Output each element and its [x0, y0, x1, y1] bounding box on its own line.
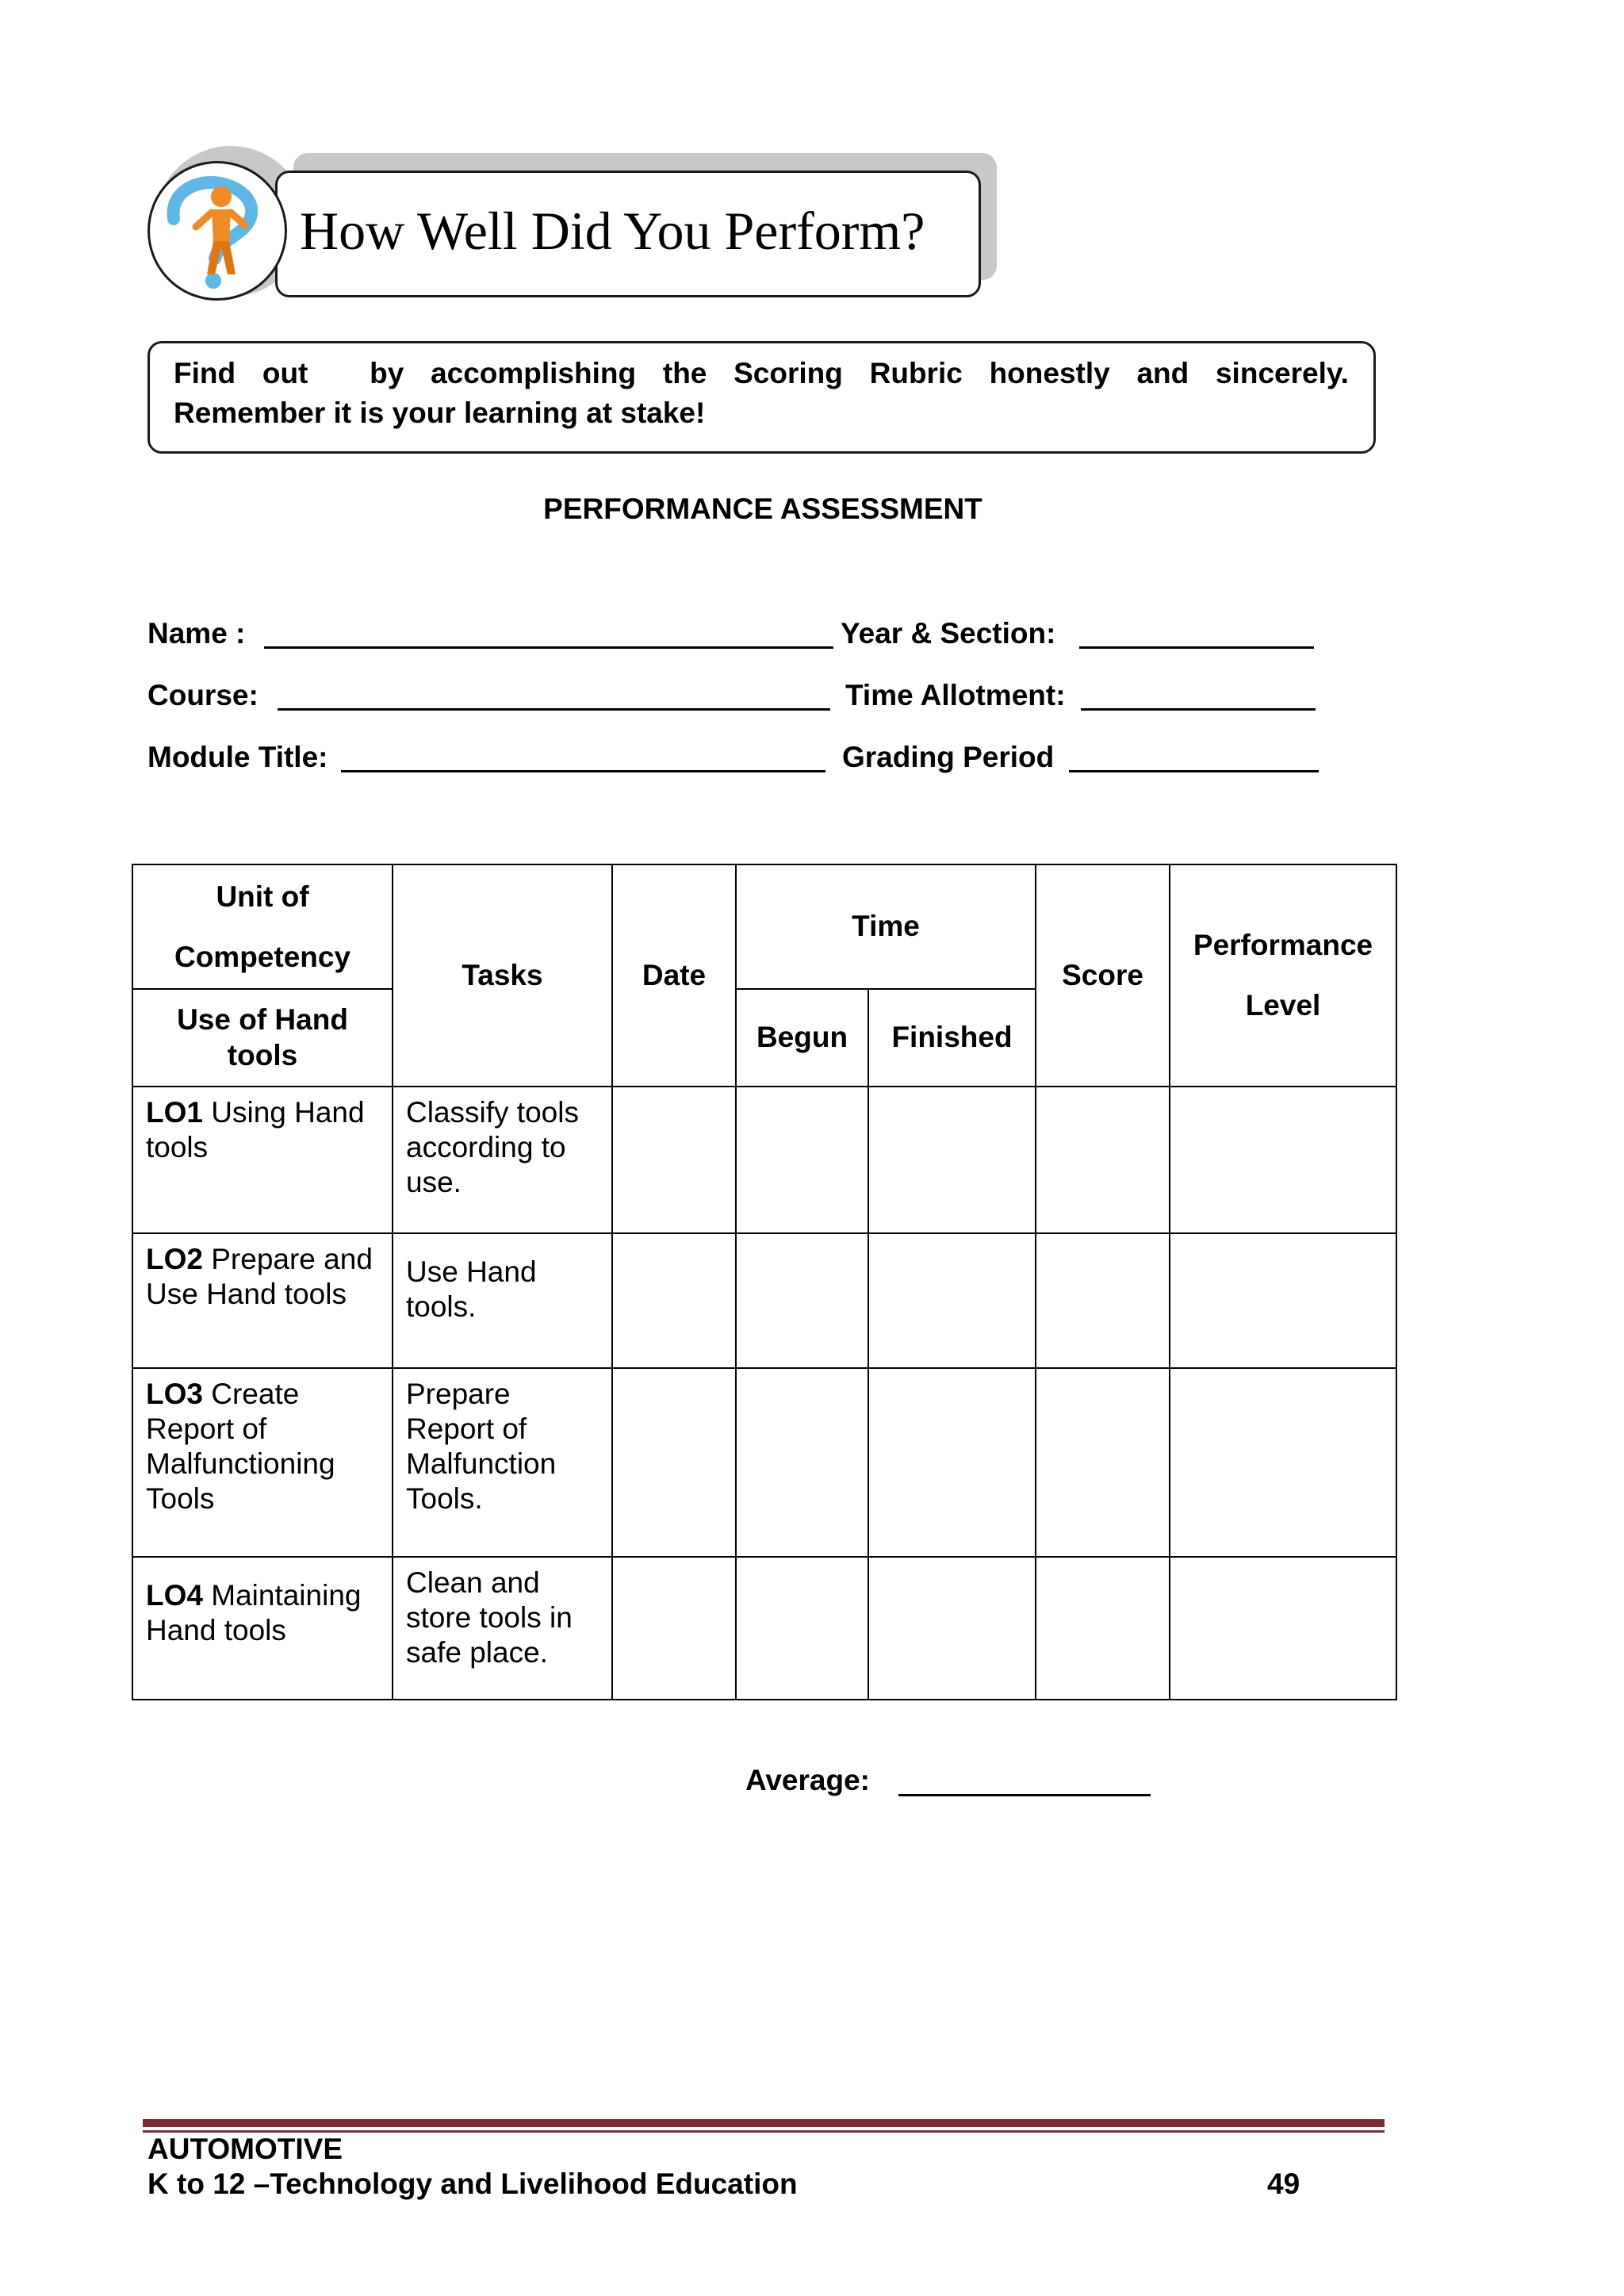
performance-level-cell[interactable]	[1170, 1368, 1396, 1557]
performance-level-cell[interactable]	[1170, 1087, 1396, 1233]
unit-cell	[132, 1233, 393, 1368]
lo-code: LO4	[146, 1579, 203, 1612]
name-field[interactable]	[264, 646, 833, 649]
time-header: Time	[736, 864, 1036, 989]
unit-text: Create Report of Malfunctioning Tools	[146, 1378, 335, 1515]
course-label: Course:	[147, 679, 259, 711]
begun-cell[interactable]	[736, 1557, 868, 1700]
table-row	[132, 1368, 1396, 1557]
task-cell: Clean and store tools in safe place.	[393, 1557, 612, 1700]
instruction-word: by	[370, 357, 404, 389]
unit-cell	[132, 1368, 393, 1557]
page-number: 49	[1267, 2168, 1300, 2200]
page-title: How Well Did You Perform?	[300, 201, 925, 261]
year-section-label: Year & Section:	[841, 617, 1056, 650]
table-row	[132, 1557, 1396, 1700]
time-allotment-field[interactable]	[1081, 708, 1316, 711]
name-label: Name :	[147, 617, 246, 650]
finished-cell[interactable]	[868, 1233, 1036, 1368]
instruction-word: out	[262, 357, 308, 389]
instruction-word: Scoring	[733, 357, 843, 389]
average-label: Average:	[745, 1764, 870, 1796]
begun-header: Begun	[736, 989, 868, 1087]
date-cell[interactable]	[612, 1368, 736, 1557]
performance-level-header: Performance Level	[1170, 864, 1396, 1087]
unit-value-header: Use of Hand tools	[132, 989, 393, 1087]
instruction-word: Rubric	[869, 357, 963, 389]
module-title-field[interactable]	[341, 770, 825, 772]
finished-cell[interactable]	[868, 1087, 1036, 1233]
finished-header: Finished	[868, 989, 1036, 1087]
score-header: Score	[1036, 864, 1170, 1087]
grading-period-field[interactable]	[1069, 770, 1319, 772]
begun-cell[interactable]	[736, 1087, 868, 1233]
begun-cell[interactable]	[736, 1233, 868, 1368]
average-field[interactable]	[898, 1794, 1151, 1796]
unit-cell	[132, 1557, 393, 1700]
unit-text: Using Hand tools	[146, 1096, 365, 1163]
date-cell[interactable]	[612, 1557, 736, 1700]
tasks-header: Tasks	[393, 864, 612, 1087]
scoring-rubric-table	[132, 864, 1397, 1700]
instruction-word: sincerely.	[1215, 357, 1349, 389]
year-section-field[interactable]	[1079, 646, 1314, 649]
date-cell[interactable]	[612, 1233, 736, 1368]
section-heading: PERFORMANCE ASSESSMENT	[543, 493, 982, 525]
instruction-line-2: Remember it is your learning at stake!	[174, 397, 706, 429]
date-header: Date	[612, 864, 736, 1087]
instruction-word: honestly	[989, 357, 1110, 389]
course-field[interactable]	[278, 708, 830, 711]
score-cell[interactable]	[1036, 1087, 1170, 1233]
instruction-word: the	[662, 357, 707, 389]
performance-level-cell[interactable]	[1170, 1557, 1396, 1700]
unit-text: Maintaining Hand tools	[146, 1579, 362, 1646]
lo-code: LO3	[146, 1378, 203, 1410]
instruction-line-1	[174, 357, 1349, 390]
task-cell: Use Hand tools.	[393, 1233, 612, 1368]
lo-code: LO2	[146, 1243, 203, 1275]
score-cell[interactable]	[1036, 1233, 1170, 1368]
footer-rule	[143, 2119, 1385, 2127]
table-row	[132, 1233, 1396, 1368]
score-cell[interactable]	[1036, 1368, 1170, 1557]
footer-subject: AUTOMOTIVE	[147, 2133, 343, 2165]
finished-cell[interactable]	[868, 1557, 1036, 1700]
performance-level-cell[interactable]	[1170, 1233, 1396, 1368]
instruction-word: and	[1136, 357, 1189, 389]
instruction-word: accomplishing	[431, 357, 637, 389]
module-title-label: Module Title:	[147, 741, 328, 773]
instruction-word: Find	[174, 357, 236, 389]
grading-period-label: Grading Period	[842, 741, 1055, 773]
task-cell: Prepare Report of Malfunction Tools.	[393, 1368, 612, 1557]
unit-text: Prepare and Use Hand tools	[146, 1243, 373, 1310]
unit-of-competency-header: Unit of Competency	[132, 864, 393, 989]
date-cell[interactable]	[612, 1087, 736, 1233]
table-row	[132, 1087, 1396, 1233]
finished-cell[interactable]	[868, 1368, 1036, 1557]
footer-program: K to 12 –Technology and Livelihood Education	[147, 2168, 798, 2200]
lo-code: LO1	[146, 1096, 203, 1129]
unit-cell	[132, 1087, 393, 1233]
score-cell[interactable]	[1036, 1557, 1170, 1700]
question-mark-figure-icon	[147, 161, 287, 301]
time-allotment-label: Time Allotment:	[845, 679, 1066, 711]
task-cell: Classify tools according to use.	[393, 1087, 612, 1233]
begun-cell[interactable]	[736, 1368, 868, 1557]
